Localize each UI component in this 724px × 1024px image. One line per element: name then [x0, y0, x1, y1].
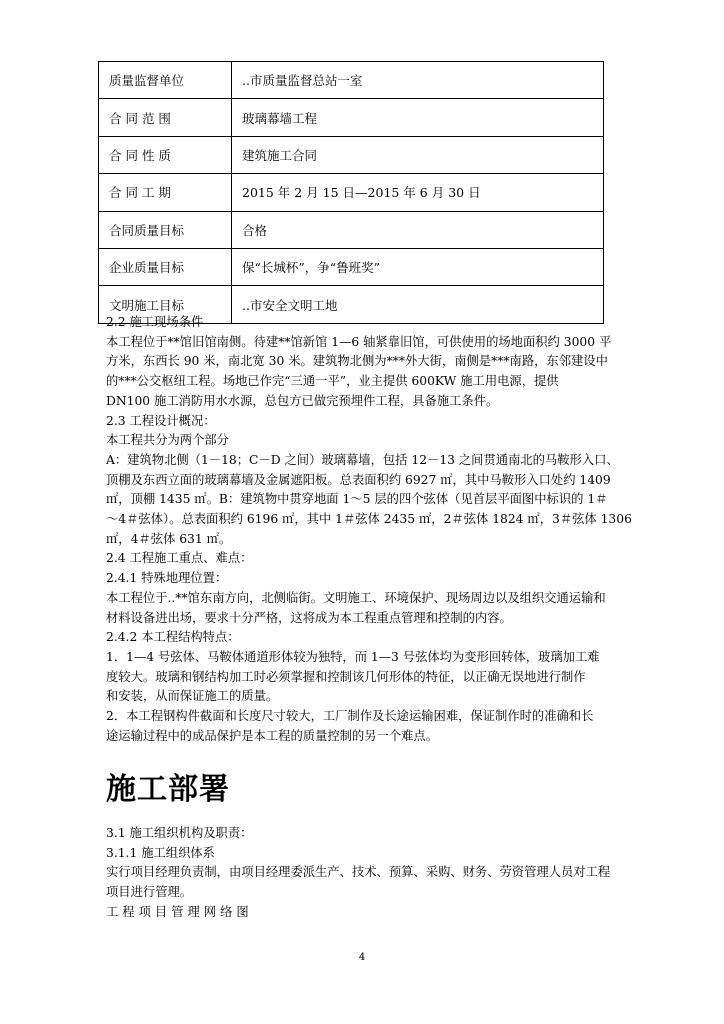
subheading: 2.4 工程施工重点、难点：	[106, 551, 253, 566]
figure-caption: 工程项目管理网络图	[106, 904, 253, 919]
paragraph-line: 1．1—4 号弦体、马鞍体通道形体较为独特，而 1—3 号弦体均为变形回转体，玻璃加工难	[106, 649, 600, 664]
paragraph-line: 度较大。玻璃和钢结构加工时必须掌握和控制该几何形体的特征，以正确无误地进行制作	[106, 669, 586, 684]
row-label: 文明施工目标	[99, 286, 232, 323]
row-label: 合 同 性 质	[99, 136, 232, 173]
paragraph-line: ㎡，4＃弦体 631 ㎡。	[106, 531, 232, 546]
table-row	[99, 62, 604, 99]
page-number: 4	[358, 952, 366, 963]
row-value: 建筑施工合同	[232, 136, 604, 173]
table-row	[99, 99, 604, 136]
subheading: 3.1 施工组织机构及职责：	[106, 826, 253, 840]
row-label: 合 同 范 围	[99, 99, 232, 136]
row-value: 玻璃幕墙工程	[232, 99, 604, 136]
row-value: 合格	[232, 211, 604, 248]
paragraph-line: 实行项目经理负责制，由项目经理委派生产、技术、预算、采购、财务、劳资管理人员对工程	[106, 865, 611, 880]
paragraph-line: ㎡，顶棚 1435 ㎡。B：建筑物中贯穿地面 1～5 层的四个弦体（见首层平面图中标识的 1＃	[106, 492, 608, 507]
table-row	[99, 248, 604, 285]
organization-section	[106, 824, 618, 923]
paragraph-line: 顶棚及东西立面的玻璃幕墙及金属遮阳板。总表面积约 6927 ㎡，其中马鞍形入口处约 1409	[106, 472, 611, 487]
subheading: 2.4.1 特殊地理位置：	[106, 571, 228, 586]
paragraph-line: ～4＃弦体）。总表面积约 6196 ㎡，其中 1＃弦体 2435 ㎡，2＃弦体 1824 ㎡，3＃弦体 1306	[106, 512, 632, 527]
row-label: 企业质量目标	[99, 248, 232, 285]
contract-info-table	[98, 61, 604, 324]
paragraph-line: 本工程位于**馆旧馆南侧。待建**馆新馆 1—6 轴紧靠旧馆，可供使用的场地面积约 3000 平	[106, 334, 612, 349]
subheading: 2.4.2 本工程结构特点：	[106, 630, 240, 645]
paragraph-line: 方米，东西长 90 米，南北宽 30 米。建筑物北侧为***外大街，南侧是***南路，东邻建设中	[106, 354, 608, 369]
paragraph-line: 途运输过程中的成品保护是本工程的质量控制的另一个难点。	[106, 728, 439, 743]
row-label: 合同质量目标	[99, 211, 232, 248]
section-heading: 施工部署	[106, 772, 230, 807]
site-conditions-section	[106, 313, 632, 746]
table-row	[99, 136, 604, 173]
paragraph-line: 项目进行管理。	[106, 885, 193, 900]
row-label: 合 同 工 期	[99, 174, 232, 211]
row-value: ..市质量监督总站一室	[232, 62, 604, 99]
subheading: 2.3 工程设计概况：	[106, 413, 216, 428]
paragraph-line: 和安装，从而保证施工的质量。	[106, 689, 279, 704]
subheading: 2.2 施工现场条件	[106, 315, 204, 329]
paragraph-line: 本工程位于..**馆东南方向，北侧临街。文明施工、环境保护、现场周边以及组织交通运输和	[106, 590, 606, 605]
table-row	[99, 174, 604, 211]
paragraph-line: 材料设备进出场，要求十分严格，这将成为本工程重点管理和控制的内容。	[106, 610, 512, 625]
subheading: 3.1.1 施工组织体系	[106, 845, 215, 860]
paragraph-line: DN100 施工消防用水水源，总包方已做完预埋件工程，具备施工条件。	[106, 393, 499, 408]
paragraph-line: A：建筑物北侧（1－18；C－D 之间）玻璃幕墙，包括 12－13 之间贯通南北的马鞍形入口、	[106, 452, 619, 467]
paragraph-line: 本工程共分为两个部分	[106, 433, 229, 448]
row-value: 2015 年 2 月 15 日—2015 年 6 月 30 日	[232, 174, 604, 211]
row-label: 质量监督单位	[99, 62, 232, 99]
row-value: ..市安全文明工地	[232, 286, 604, 323]
table-row	[99, 211, 604, 248]
paragraph-line: 的***公交枢纽工程。场地已作完“三通一平”，业主提供 600KW 施工用电源，提供	[106, 374, 559, 389]
row-value: 保“长城杯”，争“鲁班奖”	[232, 248, 604, 285]
paragraph-line: 2．本工程钢构件截面和长度尺寸较大，工厂制作及长途运输困难，保证制作时的准确和长	[106, 709, 594, 724]
